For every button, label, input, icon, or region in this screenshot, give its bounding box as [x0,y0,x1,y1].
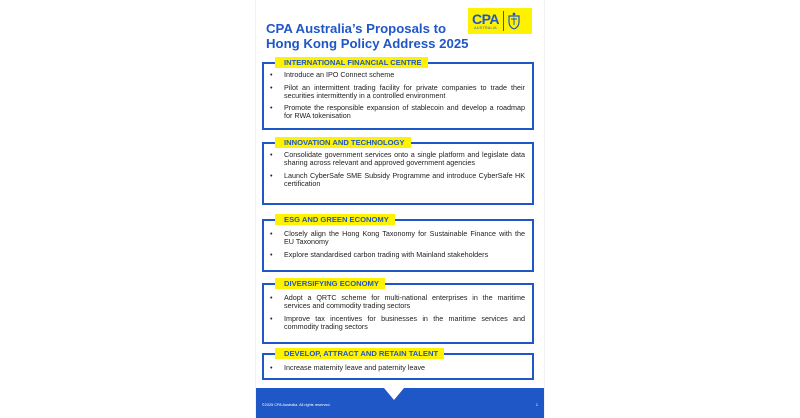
section-heading: ESG AND GREEN ECONOMY [278,214,395,225]
item-text: Consolidate government services onto a single platform and legislate data sharing across relevant and approved government agencies [284,150,525,168]
bullet-marker: • [270,313,273,323]
section-box [262,219,534,272]
list-item [270,172,525,188]
item-text: Launch CyberSafe SME Subsidy Programme and introduce CyberSafe HK certification [284,170,525,188]
bullet-list [270,364,525,377]
item-text: Improve tax incentives for businesses in the maritime services and commodity trading sectors [284,313,525,331]
section-box [262,62,534,130]
logo-wordmark: CPA [472,10,500,27]
footer-notch [384,388,404,400]
list-item [270,315,525,331]
list-item [270,71,525,79]
bullet-list [270,151,525,192]
section-heading: INNOVATION AND TECHNOLOGY [278,137,411,148]
item-text: Closely align the Hong Kong Taxonomy for Sustainable Finance with the EU Taxonomy [284,229,525,247]
bullet-marker: • [270,150,273,159]
item-text: Promote the responsible expansion of stablecoin and develop a roadmap for RWA tokenisation [284,103,525,121]
bullet-list [270,294,525,335]
item-text: Introduce an IPO Connect scheme [284,70,395,79]
list-item [270,230,525,246]
item-text: Explore standardised carbon trading with Mainland stakeholders [284,249,489,259]
bullet-marker: • [270,229,273,238]
bullet-marker: • [270,170,273,180]
bullet-list [270,71,525,125]
footer-copyright: ©2025 CPA Australia. All rights reserved. [262,403,331,407]
item-text: Increase maternity leave and paternity leave [284,363,426,372]
title-line-1: CPA Australia’s Proposals to [266,21,447,36]
document-page [256,0,544,418]
list-item [270,104,525,120]
bullet-marker: • [270,103,273,113]
list-item [270,84,525,100]
footer-bar [256,388,544,418]
section-heading: DEVELOP, ATTRACT AND RETAIN TALENT [278,348,444,359]
bullet-marker: • [270,82,273,92]
page-title [266,22,471,51]
list-item [270,151,525,167]
section-heading: INTERNATIONAL FINANCIAL CENTRE [278,57,428,68]
section-heading: DIVERSIFYING ECONOMY [278,278,385,289]
title-line-2: Hong Kong Policy Address 2025 [266,35,469,51]
logo-divider [503,11,504,31]
list-item [270,364,525,372]
page-number: 1 [535,403,538,407]
cpa-logo [468,8,532,34]
list-item [270,294,525,310]
section-box [262,283,534,344]
item-text: Adopt a QRTC scheme for multi-national enterprises in the maritime services and commodity trading sectors [284,293,525,311]
bullet-marker: • [270,70,273,79]
bullet-marker: • [270,293,273,302]
bullet-marker: • [270,363,273,372]
bullet-marker: • [270,249,273,259]
crest-icon [507,12,521,30]
bullet-list [270,230,525,263]
list-item [270,251,525,259]
item-text: Pilot an intermittent trading facility for private companies to trade their securities intermittently in a controlled environment [284,82,525,100]
section-box [262,142,534,205]
logo-subtext: AUSTRALIA [474,25,497,30]
